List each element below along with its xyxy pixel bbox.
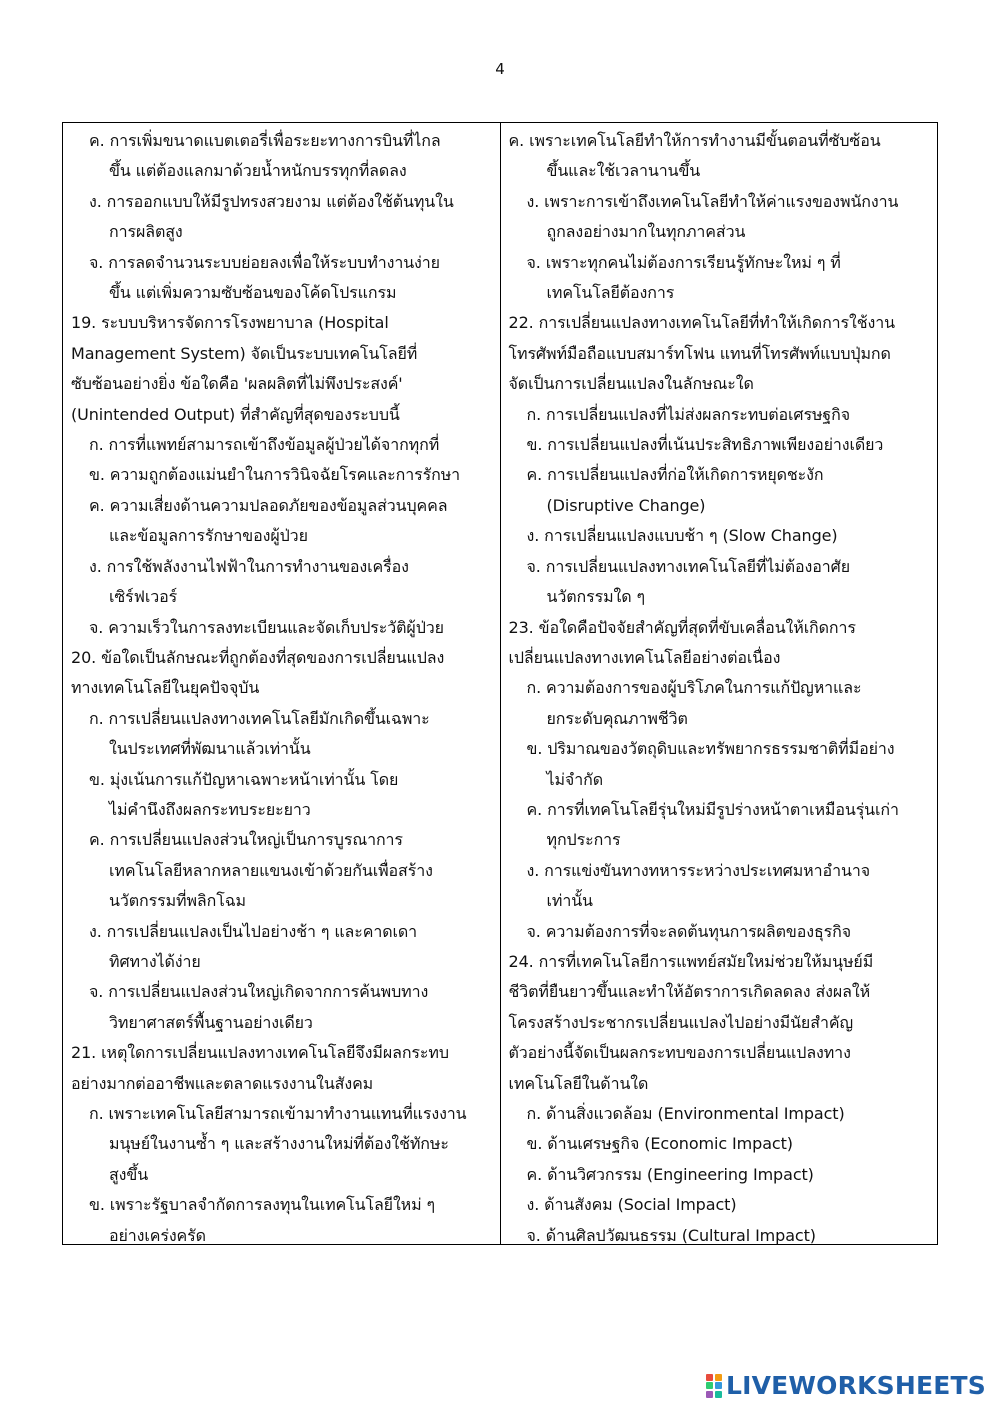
question-text-line: 20. ข้อใดเป็นลักษณะที่ถูกต้องที่สุดของการเปลี่ยนแปลง: [71, 647, 445, 667]
logo-square: [715, 1374, 722, 1381]
question-text-line: เทคโนโลยีในด้านใด: [508, 1073, 649, 1093]
option-line: ค. ความเสี่ยงด้านความปลอดภัยของข้อมูลส่วนบุคคล: [89, 495, 448, 515]
continuation-line: เทคโนโลยีหลากหลายแขนงเข้าด้วยกันเพื่อสร้าง: [109, 860, 433, 880]
continuation-line: และข้อมูลการรักษาของผู้ป่วย: [109, 526, 308, 546]
continuation-line: วิทยาศาสตร์พื้นฐานอย่างเดียว: [109, 1012, 313, 1032]
option-line: จ. เพราะทุกคนไม่ต้องการเรียนรู้ทักษะใหม่ ๆ ที่: [526, 252, 841, 272]
continuation-line: (Disruptive Change): [546, 495, 706, 515]
option-line: ค. การเปลี่ยนแปลงส่วนใหญ่เป็นการบูรณาการ: [89, 830, 403, 850]
logo-text: LIVEWORKSHEETS: [725, 1371, 986, 1400]
continuation-line: ยกระดับคุณภาพชีวิต: [546, 708, 688, 728]
continuation-line: ไม่จำกัด: [546, 769, 604, 789]
continuation-line: ถูกลงอย่างมากในทุกภาคส่วน: [546, 222, 746, 242]
option-line: จ. การเปลี่ยนแปลงส่วนใหญ่เกิดจากการค้นพบทาง: [89, 982, 429, 1002]
option-line: จ. ด้านศิลปวัฒนธรรม (Cultural Impact): [526, 1225, 816, 1245]
logo-square: [706, 1374, 713, 1381]
option-line: ค. การที่เทคโนโลยีรุ่นใหม่มีรูปร่างหน้าตาเหมือนรุ่นเก่า: [526, 799, 899, 819]
continuation-line: สูงขึ้น: [109, 1164, 149, 1184]
continuation-line: ทุกประการ: [546, 830, 621, 850]
continuation-line: นวัตกรรมใด ๆ: [546, 587, 646, 607]
option-line: ข. มุ่งเน้นการแก้ปัญหาเฉพาะหน้าเท่านั้น โดย: [89, 769, 399, 789]
logo-square: [706, 1382, 713, 1389]
option-line: ก. การที่แพทย์สามารถเข้าถึงข้อมูลผู้ป่วยได้จากทุกที่: [89, 435, 440, 455]
question-text-line: ทางเทคโนโลยีในยุคปัจจุบัน: [71, 678, 260, 698]
question-text-line: ซับซ้อนอย่างยิ่ง ข้อใดคือ 'ผลผลิตที่ไม่พึงประสงค์': [71, 374, 403, 394]
option-line: ค. ด้านวิศวกรรม (Engineering Impact): [526, 1164, 814, 1184]
question-text-line: โครงสร้างประชากรเปลี่ยนแปลงไปอย่างมีนัยสำคัญ: [508, 1012, 853, 1032]
continuation-line: เท่านั้น: [546, 891, 593, 911]
question-text-line: 23. ข้อใดคือปัจจัยสำคัญที่สุดที่ขับเคลื่อนให้เกิดการ: [508, 617, 856, 637]
option-line: ก. การเปลี่ยนแปลงทางเทคโนโลยีมักเกิดขึ้นเฉพาะ: [89, 708, 430, 728]
continuation-line: ไม่คำนึงถึงผลกระทบระยะยาว: [109, 799, 311, 819]
logo-icon: [706, 1374, 722, 1398]
continuation-line: ในประเทศที่พัฒนาแล้วเท่านั้น: [109, 739, 311, 759]
option-line: ง. การใช้พลังงานไฟฟ้าในการทำงานของเครื่อง: [89, 556, 409, 576]
liveworksheets-logo[interactable]: [706, 1371, 986, 1400]
option-line: ค. การเปลี่ยนแปลงที่ก่อให้เกิดการหยุดชะงัก: [526, 465, 824, 485]
option-line: ข. การเปลี่ยนแปลงที่เน้นประสิทธิภาพเพียงอย่างเดียว: [526, 435, 884, 455]
question-text-line: 22. การเปลี่ยนแปลงทางเทคโนโลยีที่ทำให้เกิดการใช้งาน: [508, 313, 895, 333]
option-line: ง. เพราะการเข้าถึงเทคโนโลยีทำให้ค่าแรงของพนักงาน: [526, 191, 899, 211]
question-text-line: Management System) จัดเป็นระบบเทคโนโลยีที่: [71, 343, 418, 363]
continuation-line: เทคโนโลยีต้องการ: [546, 283, 675, 303]
option-line: จ. ความต้องการที่จะลดต้นทุนการผลิตของธุรกิจ: [526, 921, 851, 941]
question-text-line: จัดเป็นการเปลี่ยนแปลงในลักษณะใด: [508, 374, 754, 394]
question-text-line: ตัวอย่างนี้จัดเป็นผลกระทบของการเปลี่ยนแปลงทาง: [508, 1043, 851, 1063]
continuation-line: มนุษย์ในงานซ้ำ ๆ และสร้างงานใหม่ที่ต้องใช้ทักษะ: [109, 1134, 449, 1154]
option-line: ง. การเปลี่ยนแปลงแบบช้า ๆ (Slow Change): [526, 526, 838, 546]
question-text-line: อย่างมากต่ออาชีพและตลาดแรงงานในสังคม: [71, 1073, 374, 1093]
question-text-line: ค. เพราะเทคโนโลยีทำให้การทำงานมีขั้นตอนที่ซับซ้อน: [508, 131, 881, 150]
option-line: ก. เพราะเทคโนโลยีสามารถเข้ามาทำงานแทนที่แรงงาน: [89, 1104, 467, 1123]
left-column: [63, 123, 501, 1244]
question-text-line: 19. ระบบบริหารจัดการโรงพยาบาล (Hospital: [71, 313, 389, 333]
continuation-line: ขึ้น แต่ต้องแลกมาด้วยน้ำหนักบรรทุกที่ลดลง: [109, 161, 407, 181]
logo-square: [706, 1391, 713, 1398]
continuation-line: ขึ้นและใช้เวลานานขึ้น: [546, 161, 701, 181]
question-table: [62, 122, 938, 1245]
continuation-line: อย่างเคร่งครัด: [109, 1225, 206, 1245]
logo-square: [715, 1382, 722, 1389]
option-line: ง. การแข่งขันทางทหารระหว่างประเทศมหาอำนาจ: [526, 860, 871, 880]
option-line: ข. ความถูกต้องแม่นยำในการวินิจฉัยโรคและการรักษา: [89, 465, 461, 485]
question-text-line: ชีวิตที่ยืนยาวขึ้นและทำให้อัตราการเกิดลดลง ส่งผลให้: [508, 982, 871, 1002]
option-line: ข. เพราะรัฐบาลจำกัดการลงทุนในเทคโนโลยีใหม่ ๆ: [89, 1195, 436, 1215]
question-text-line: (Unintended Output) ที่สำคัญที่สุดของระบบนี้: [71, 404, 400, 424]
option-line: จ. การลดจำนวนระบบย่อยลงเพื่อให้ระบบทำงานง่าย: [89, 252, 440, 272]
page-number: 4: [495, 60, 505, 78]
logo-square: [715, 1391, 722, 1398]
right-column: [501, 123, 938, 1244]
option-line: ง. การเปลี่ยนแปลงเป็นไปอย่างช้า ๆ และคาดเดา: [89, 921, 418, 941]
continuation-line: ทิศทางได้ง่าย: [109, 951, 201, 971]
option-line: ก. ความต้องการของผู้บริโภคในการแก้ปัญหาและ: [526, 678, 862, 698]
option-line: ก. การเปลี่ยนแปลงที่ไม่ส่งผลกระทบต่อเศรษฐกิจ: [526, 404, 850, 424]
option-line: ข. ปริมาณของวัตถุดิบและทรัพยากรธรรมชาติที่มีอย่าง: [526, 739, 895, 759]
option-line: ข. ด้านเศรษฐกิจ (Economic Impact): [526, 1134, 793, 1154]
continuation-line: นวัตกรรมที่พลิกโฉม: [109, 891, 246, 911]
option-line: จ. การเปลี่ยนแปลงทางเทคโนโลยีที่ไม่ต้องอาศัย: [526, 556, 850, 576]
option-line: ง. การออกแบบให้มีรูปทรงสวยงาม แต่ต้องใช้ต้นทุนใน: [89, 191, 454, 211]
option-line: ก. ด้านสิ่งแวดล้อม (Environmental Impact): [526, 1104, 845, 1123]
option-line: จ. ความเร็วในการลงทะเบียนและจัดเก็บประวัติผู้ป่วย: [89, 617, 444, 637]
option-line: ค. การเพิ่มขนาดแบตเตอรี่เพื่อระยะทางการบินที่ไกล: [89, 131, 441, 150]
continuation-line: ขึ้น แต่เพิ่มความซับซ้อนของโค้ดโปรแกรม: [109, 283, 397, 303]
continuation-line: การผลิตสูง: [109, 222, 183, 242]
continuation-line: เซิร์ฟเวอร์: [109, 587, 178, 607]
question-text-line: 24. การที่เทคโนโลยีการแพทย์สมัยใหม่ช่วยให้มนุษย์มี: [508, 951, 874, 971]
question-text-line: เปลี่ยนแปลงทางเทคโนโลยีอย่างต่อเนื่อง: [508, 647, 781, 667]
question-text-line: โทรศัพท์มือถือแบบสมาร์ทโฟน แทนที่โทรศัพท์แบบปุ่มกด: [508, 343, 891, 363]
option-line: ง. ด้านสังคม (Social Impact): [526, 1195, 737, 1215]
question-text-line: 21. เหตุใดการเปลี่ยนแปลงทางเทคโนโลยีจึงมีผลกระทบ: [71, 1043, 449, 1063]
